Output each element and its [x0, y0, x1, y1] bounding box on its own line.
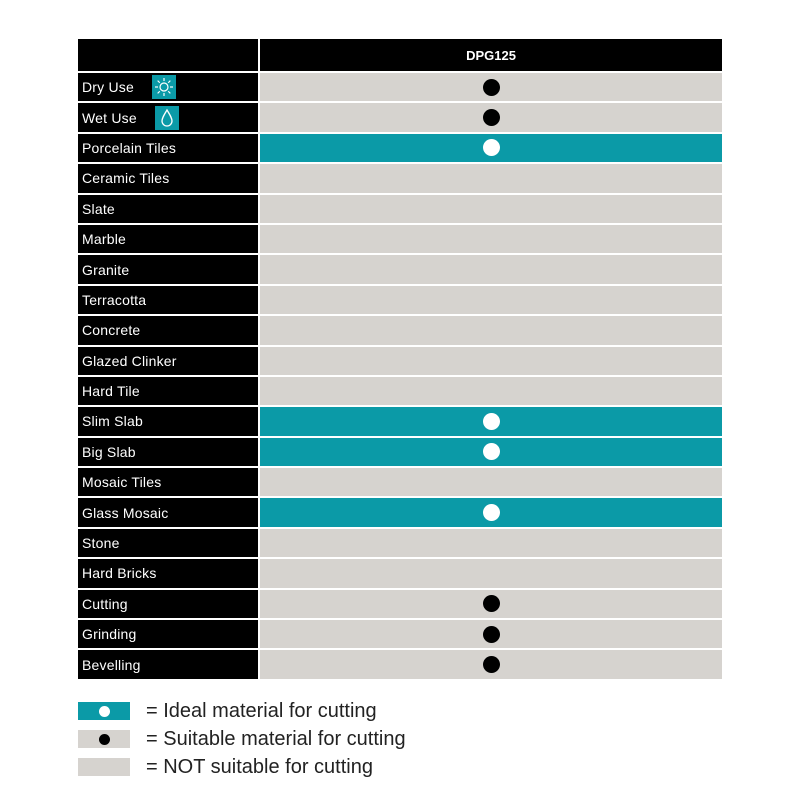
water-drop-icon [155, 106, 179, 130]
row-value-cell [260, 529, 722, 557]
row-label: Glass Mosaic [82, 504, 169, 521]
row-value-cell [260, 347, 722, 375]
row-label: Porcelain Tiles [82, 139, 177, 156]
table-row [78, 650, 722, 678]
row-label: Terracotta [82, 291, 147, 308]
table-row [78, 255, 722, 283]
table-row [78, 164, 722, 192]
row-label: Concrete [82, 322, 141, 339]
row-label: Grinding [82, 626, 137, 643]
row-value-cell [260, 590, 722, 618]
row-label: Hard Tile [82, 383, 140, 400]
ideal-dot-icon [483, 443, 500, 460]
legend-swatch [78, 730, 130, 748]
row-label-cell [78, 255, 258, 283]
suitable-dot-icon [483, 109, 500, 126]
table-header-row [78, 39, 722, 71]
table-body [78, 73, 722, 679]
row-value-cell [260, 316, 722, 344]
ideal-dot-icon [483, 139, 500, 156]
row-label-cell [78, 195, 258, 223]
table-row [78, 559, 722, 587]
row-label: Big Slab [82, 443, 136, 460]
row-label: Stone [82, 535, 120, 552]
row-label: Dry Use [82, 79, 134, 96]
table-row [78, 620, 722, 648]
row-label-cell [78, 590, 258, 618]
row-value-cell [260, 559, 722, 587]
legend-swatch [78, 702, 130, 720]
table-row [78, 225, 722, 253]
row-value-cell [260, 620, 722, 648]
table-row [78, 529, 722, 557]
table-row [78, 195, 722, 223]
row-label: Bevelling [82, 656, 141, 673]
row-label-cell [78, 377, 258, 405]
row-label: Ceramic Tiles [82, 170, 170, 187]
row-label-cell [78, 468, 258, 496]
row-value-cell [260, 255, 722, 283]
row-label: Glazed Clinker [82, 352, 177, 369]
table-row [78, 134, 722, 162]
row-label-cell [78, 620, 258, 648]
legend-item [78, 697, 406, 725]
row-value-cell [260, 377, 722, 405]
legend-dot-icon [99, 734, 110, 745]
row-value-cell [260, 103, 722, 131]
row-value-cell [260, 164, 722, 192]
row-value-cell [260, 225, 722, 253]
header-label-cell [78, 39, 258, 71]
material-compatibility-table [78, 39, 722, 681]
table-row [78, 73, 722, 101]
legend-item [78, 725, 406, 753]
table-row [78, 286, 722, 314]
legend [78, 697, 406, 781]
legend-text: = Suitable material for cutting [146, 727, 406, 750]
row-label: Slim Slab [82, 413, 143, 430]
row-label-cell [78, 73, 258, 101]
legend-text: = Ideal material for cutting [146, 699, 377, 722]
table-row [78, 438, 722, 466]
suitable-dot-icon [483, 626, 500, 643]
row-label-cell [78, 529, 258, 557]
ideal-dot-icon [483, 413, 500, 430]
row-value-cell [260, 195, 722, 223]
table-row [78, 103, 722, 131]
legend-text: = NOT suitable for cutting [146, 755, 373, 778]
row-label: Cutting [82, 595, 128, 612]
row-value-cell [260, 73, 722, 101]
column-title: DPG125 [260, 39, 722, 71]
row-label-cell [78, 134, 258, 162]
row-label: Slate [82, 200, 115, 217]
table-row [78, 468, 722, 496]
legend-swatch [78, 758, 130, 776]
table-row [78, 316, 722, 344]
table-row [78, 377, 722, 405]
row-label: Marble [82, 231, 126, 248]
legend-dot-icon [99, 706, 110, 717]
row-label: Granite [82, 261, 130, 278]
row-label-cell [78, 316, 258, 344]
row-label-cell [78, 347, 258, 375]
row-label-cell [78, 225, 258, 253]
row-label-cell [78, 498, 258, 526]
row-label: Wet Use [82, 109, 137, 126]
row-value-cell [260, 650, 722, 678]
row-label-cell [78, 559, 258, 587]
row-label-cell [78, 650, 258, 678]
row-label: Hard Bricks [82, 565, 157, 582]
row-value-cell [260, 498, 722, 526]
ideal-dot-icon [483, 504, 500, 521]
row-value-cell [260, 407, 722, 435]
table-row [78, 347, 722, 375]
table-row [78, 590, 722, 618]
row-label: Mosaic Tiles [82, 474, 162, 491]
suitable-dot-icon [483, 79, 500, 96]
row-value-cell [260, 286, 722, 314]
sun-icon [152, 75, 176, 99]
row-value-cell [260, 438, 722, 466]
row-label-cell [78, 164, 258, 192]
table-row [78, 498, 722, 526]
table-row [78, 407, 722, 435]
row-value-cell [260, 468, 722, 496]
row-label-cell [78, 286, 258, 314]
legend-item [78, 753, 406, 781]
row-value-cell [260, 134, 722, 162]
suitable-dot-icon [483, 595, 500, 612]
suitable-dot-icon [483, 656, 500, 673]
row-label-cell [78, 407, 258, 435]
row-label-cell [78, 103, 258, 131]
row-label-cell [78, 438, 258, 466]
